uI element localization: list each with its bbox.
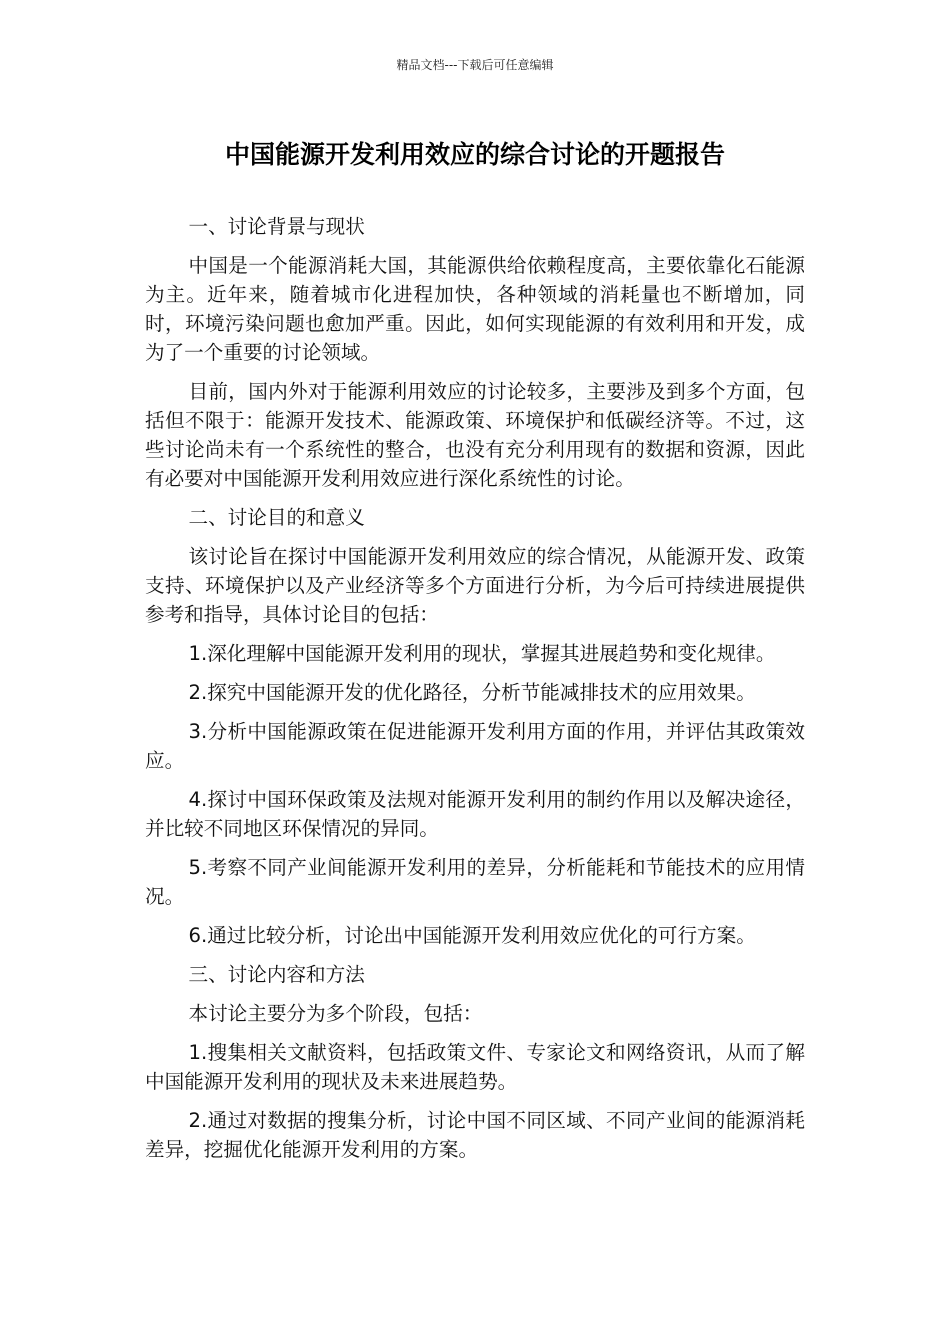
section-heading-background: 一、讨论背景与现状 (188, 215, 365, 238)
section-heading-purpose: 二、讨论目的和意义 (188, 506, 365, 529)
paragraph: 本讨论主要分为多个阶段，包括： (188, 1002, 483, 1025)
list-item: 1.搜集相关文献资料，包括政策文件、专家论文和网络资讯，从而了解中国能源开发利用的现状及未来进展趋势。 (145, 1041, 805, 1093)
paragraph: 中国是一个能源消耗大国，其能源供给依赖程度高，主要依靠化石能源为主。近年来，随着城市化进程加快，各种领域的消耗量也不断增加，同时，环境污染问题也愈加严重。因此，如何实现能源的有效利用和开发，成为了一个重要的讨论领域。 (145, 254, 805, 364)
document-body (145, 212, 805, 1174)
list-item: 4.探讨中国环保政策及法规对能源开发利用的制约作用以及解决途径，并比较不同地区环保情况的异同。 (145, 788, 805, 840)
paragraph: 目前，国内外对于能源利用效应的讨论较多，主要涉及到多个方面，包括但不限于：能源开发技术、能源政策、环境保护和低碳经济等。不过，这些讨论尚未有一个系统性的整合，也没有充分利用现有的数据和资源，因此有必要对中国能源开发利用效应进行深化系统性的讨论。 (145, 380, 805, 490)
list-item: 2.探究中国能源开发的优化路径，分析节能减排技术的应用效果。 (188, 681, 756, 704)
paragraph: 该讨论旨在探讨中国能源开发利用效应的综合情况，从能源开发、政策支持、环境保护以及产业经济等多个方面进行分析，为今后可持续进展提供参考和指导，具体讨论目的包括： (145, 545, 805, 626)
list-item: 1.深化理解中国能源开发利用的现状，掌握其进展趋势和变化规律。 (188, 642, 776, 665)
list-item: 3.分析中国能源政策在促进能源开发利用方面的作用，并评估其政策效应。 (145, 720, 805, 772)
section-heading-methods: 三、讨论内容和方法 (188, 963, 365, 986)
document-title: 中国能源开发利用效应的综合讨论的开题报告 (224, 140, 725, 169)
list-item: 2.通过对数据的搜集分析，讨论中国不同区域、不同产业间的能源消耗差异，挖掘优化能源开发利用的方案。 (145, 1109, 805, 1161)
list-item: 5.考察不同产业间能源开发利用的差异，分析能耗和节能技术的应用情况。 (145, 856, 805, 908)
list-item: 6.通过比较分析，讨论出中国能源开发利用效应优化的可行方案。 (188, 924, 756, 947)
page-header: 精品文档---下载后可任意编辑 (396, 58, 554, 72)
